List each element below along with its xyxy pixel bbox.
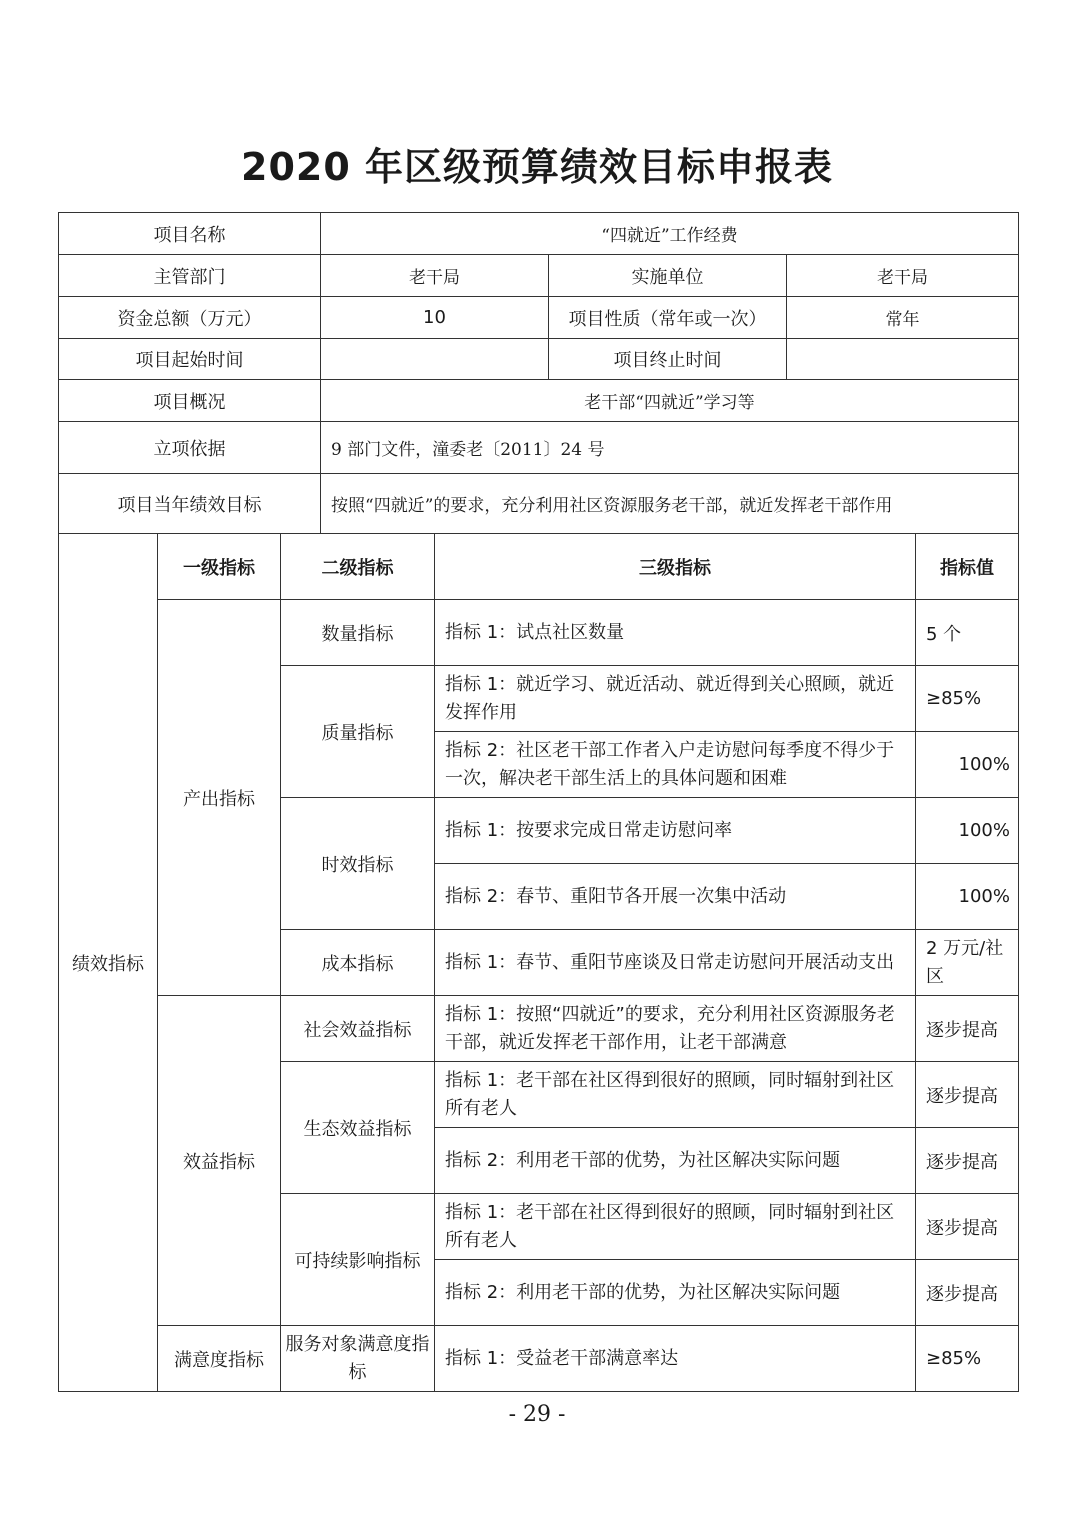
satisfaction-indicator-label: 满意度指标 (158, 1326, 281, 1392)
performance-section-label: 绩效指标 (59, 534, 158, 1392)
quality-indicator-label: 质量指标 (281, 666, 435, 798)
timeliness-indicator-label: 时效指标 (281, 798, 435, 930)
fund-label: 资金总额（万元） (59, 297, 321, 339)
overview-value: 老干部“四就近”学习等 (321, 380, 1019, 422)
impl-label: 实施单位 (549, 255, 787, 297)
nature-value: 常年 (787, 297, 1019, 339)
page-number: - 29 - (508, 1402, 566, 1427)
page-title: 2020 年区级预算绩效目标申报表 (241, 145, 833, 189)
sustain-impact-value-2: 逐步提高 (916, 1260, 1019, 1326)
fund-value: 10 (321, 297, 549, 339)
timeliness-value-1: 100% (916, 798, 1019, 864)
sustain-impact-label: 可持续影响指标 (281, 1194, 435, 1326)
timeliness-value-2: 100% (916, 864, 1019, 930)
project-info-table (58, 212, 1019, 534)
project-name-label: 项目名称 (59, 213, 321, 255)
performance-indicator-table (58, 533, 1019, 1392)
benefit-indicator-label: 效益指标 (158, 996, 281, 1326)
eco-benefit-value-1: 逐步提高 (916, 1062, 1019, 1128)
nature-label: 项目性质（常年或一次） (549, 297, 787, 339)
end-time-value (787, 339, 1019, 380)
eco-benefit-indicator-1: 指标 1：老干部在社区得到很好的照顾，同时辐射到社区所有老人 (435, 1062, 916, 1128)
service-satisfaction-label: 服务对象满意度指标 (281, 1326, 435, 1392)
start-time-label: 项目起始时间 (59, 339, 321, 380)
end-time-label: 项目终止时间 (549, 339, 787, 380)
quality-indicator-1: 指标 1：就近学习、就近活动、就近得到关心照顾，就近发挥作用 (435, 666, 916, 732)
goal-value: 按照“四就近”的要求，充分利用社区资源服务老干部，就近发挥老干部作用 (321, 474, 1019, 534)
quantity-indicator-label: 数量指标 (281, 600, 435, 666)
quality-indicator-2: 指标 2：社区老干部工作者入户走访慰问每季度不得少于一次，解决老干部生活上的具体问题和困难 (435, 732, 916, 798)
sustain-impact-value-1: 逐步提高 (916, 1194, 1019, 1260)
header-value: 指标值 (916, 534, 1019, 600)
sustain-impact-indicator-1: 指标 1：老干部在社区得到很好的照顾，同时辐射到社区所有老人 (435, 1194, 916, 1260)
overview-label: 项目概况 (59, 380, 321, 422)
quality-value-1: ≥85% (916, 666, 1019, 732)
eco-benefit-label: 生态效益指标 (281, 1062, 435, 1194)
header-level3: 三级指标 (435, 534, 916, 600)
social-benefit-label: 社会效益指标 (281, 996, 435, 1062)
satisfaction-value-1: ≥85% (916, 1326, 1019, 1392)
quantity-value-1: 5 个 (916, 600, 1019, 666)
quantity-indicator-1: 指标 1：试点社区数量 (435, 600, 916, 666)
basis-label: 立项依据 (59, 422, 321, 474)
impl-value: 老干局 (787, 255, 1019, 297)
cost-indicator-1: 指标 1：春节、重阳节座谈及日常走访慰问开展活动支出 (435, 930, 916, 996)
start-time-value (321, 339, 549, 380)
sustain-impact-indicator-2: 指标 2：利用老干部的优势，为社区解决实际问题 (435, 1260, 916, 1326)
cost-value-1: 2 万元/社区 (916, 930, 1019, 996)
output-indicator-label: 产出指标 (158, 600, 281, 996)
dept-label: 主管部门 (59, 255, 321, 297)
header-level1: 一级指标 (158, 534, 281, 600)
satisfaction-indicator-1: 指标 1：受益老干部满意率达 (435, 1326, 916, 1392)
basis-value: 9 部门文件，潼委老〔2011〕24 号 (321, 422, 1019, 474)
social-benefit-value-1: 逐步提高 (916, 996, 1019, 1062)
header-level2: 二级指标 (281, 534, 435, 600)
timeliness-indicator-1: 指标 1：按要求完成日常走访慰问率 (435, 798, 916, 864)
goal-label: 项目当年绩效目标 (59, 474, 321, 534)
cost-indicator-label: 成本指标 (281, 930, 435, 996)
social-benefit-indicator-1: 指标 1：按照“四就近”的要求，充分利用社区资源服务老干部，就近发挥老干部作用，让老干部满意 (435, 996, 916, 1062)
eco-benefit-value-2: 逐步提高 (916, 1128, 1019, 1194)
project-name-value: “四就近”工作经费 (321, 213, 1019, 255)
quality-value-2: 100% (916, 732, 1019, 798)
timeliness-indicator-2: 指标 2：春节、重阳节各开展一次集中活动 (435, 864, 916, 930)
dept-value: 老干局 (321, 255, 549, 297)
eco-benefit-indicator-2: 指标 2：利用老干部的优势，为社区解决实际问题 (435, 1128, 916, 1194)
